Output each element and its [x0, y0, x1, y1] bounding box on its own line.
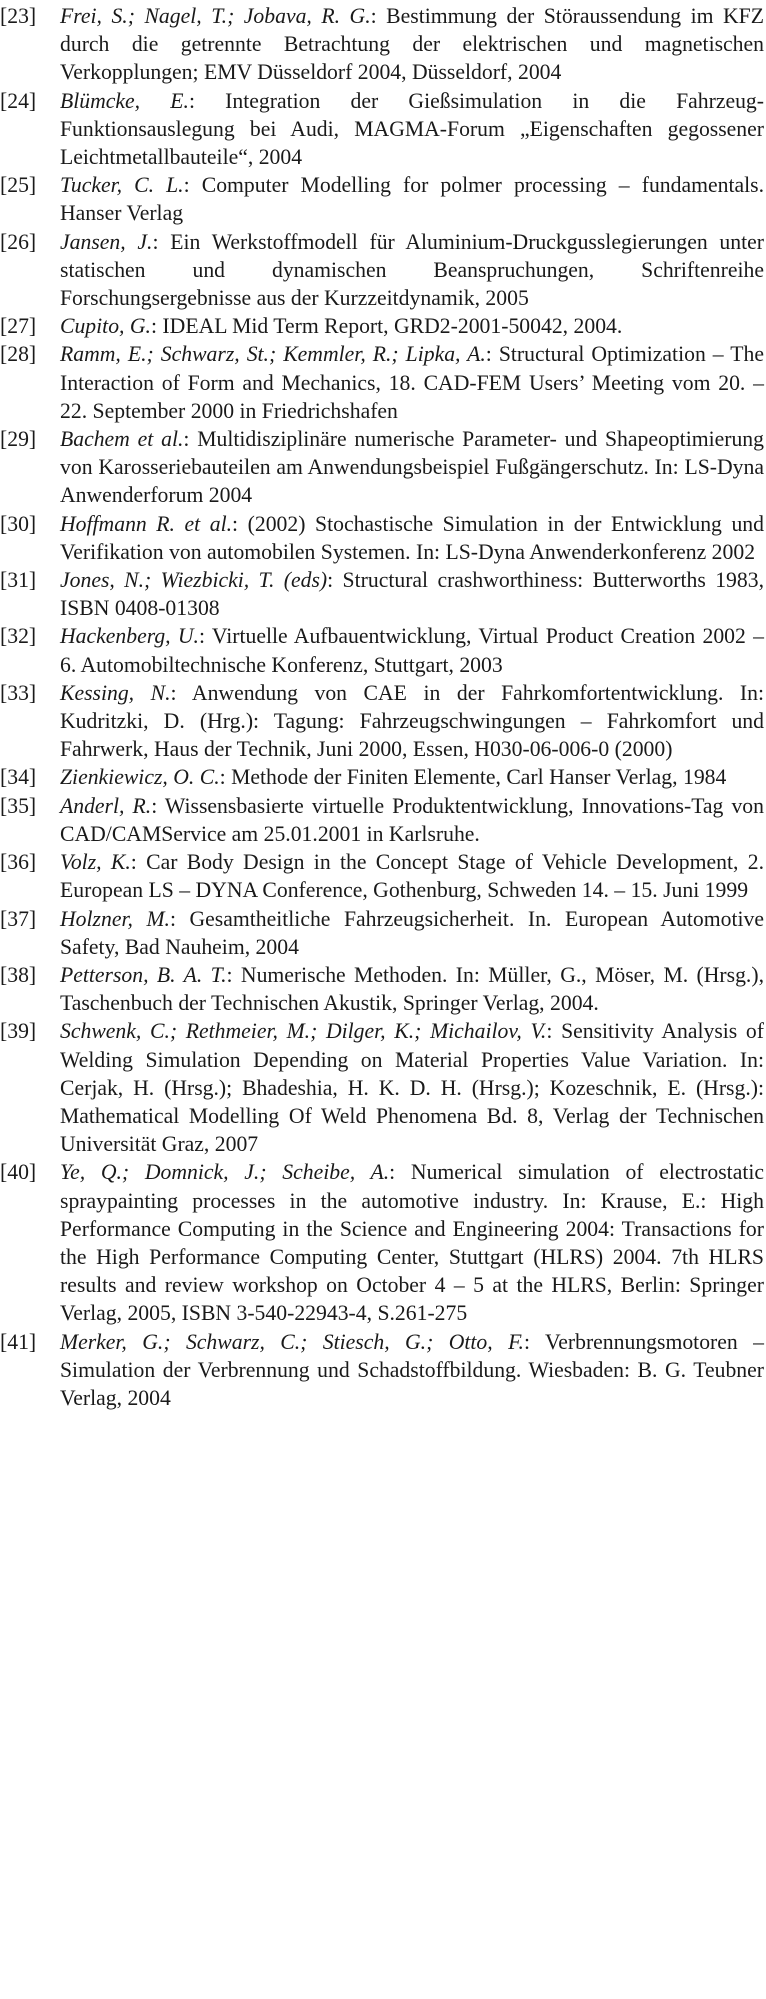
reference-number: [41] — [0, 1329, 37, 1354]
reference-number: [39] — [0, 1019, 37, 1044]
reference-item — [0, 848, 764, 904]
reference-authors: Blümcke, E. — [60, 88, 189, 113]
reference-number: [28] — [0, 342, 37, 367]
reference-item — [0, 792, 764, 848]
reference-number: [30] — [0, 511, 37, 536]
reference-authors: Zienkiewicz, O. C. — [60, 765, 220, 790]
reference-authors: Bachem et al. — [60, 427, 184, 452]
reference-item — [0, 566, 764, 622]
reference-number: [35] — [0, 793, 37, 818]
reference-text: : Computer Modelling for polmer processing – fundamentals. Hanser Verlag — [60, 173, 764, 226]
reference-item — [0, 679, 764, 764]
reference-item — [0, 961, 764, 1017]
reference-authors: Volz, K. — [60, 850, 131, 875]
reference-item — [0, 312, 764, 340]
reference-item — [0, 87, 764, 172]
reference-text: : Structural Optimization – The Interaction of Form and Mechanics, 18. CAD-FEM Users’ Meeting vom 20. – 22. September 2000 in Friedrichshafen — [60, 342, 764, 423]
reference-text: : Structural crashworthiness: Butterworths 1983, ISBN 0408-01308 — [60, 568, 764, 621]
reference-number: [31] — [0, 568, 37, 593]
reference-item — [0, 763, 764, 791]
reference-text: : Bestimmung der Störaussendung im KFZ durch die getrennte Betrachtung der elektrischen und magnetischen Verkopplungen; EMV Düsseldorf 2004, Düsseldorf, 2004 — [60, 4, 764, 85]
reference-number: [33] — [0, 680, 37, 705]
reference-authors: Schwenk, C.; Rethmeier, M.; Dilger, K.; Michailov, V. — [60, 1019, 547, 1044]
reference-text: : Integration der Gießsimulation in die Fahrzeug-Funktionsauslegung bei Audi, MAGMA-Forum „Eigenschaften gegossener Leichtmetallbauteile“, 2004 — [60, 88, 765, 170]
reference-number: [36] — [0, 850, 37, 875]
reference-authors: Jansen, J. — [60, 229, 153, 254]
reference-number: [37] — [0, 906, 37, 931]
reference-text: : IDEAL Mid Term Report, GRD2-2001-50042, 2004. — [150, 314, 623, 339]
reference-authors: Merker, G.; Schwarz, C.; Stiesch, G.; Otto, F. — [60, 1329, 524, 1354]
reference-number: [32] — [0, 624, 37, 649]
reference-authors: Cupito, G. — [60, 314, 151, 339]
reference-authors: Hackenberg, U. — [60, 624, 199, 649]
reference-authors: Frei, S.; Nagel, T.; Jobava, R. G. — [60, 4, 371, 28]
reference-item — [0, 1328, 764, 1413]
reference-number: [27] — [0, 314, 37, 339]
reference-list — [0, 2, 766, 1412]
reference-authors: Petterson, B. A. T. — [60, 962, 227, 987]
reference-authors: Ramm, E.; Schwarz, St.; Kemmler, R.; Lipka, A. — [60, 342, 486, 367]
reference-text: : Gesamtheitliche Fahrzeugsicherheit. In. European Automotive Safety, Bad Nauheim, 2004 — [60, 906, 765, 959]
reference-authors: Holzner, M. — [60, 906, 170, 931]
reference-item — [0, 510, 764, 566]
reference-item — [0, 340, 764, 425]
reference-item — [0, 1017, 764, 1158]
reference-item — [0, 905, 764, 961]
reference-text: : Ein Werkstoffmodell für Aluminium-Druckgusslegierungen unter statischen und dynamischen Beanspruchungen, Schriftenreihe Forschungsergebnisse aus der Kurzzeitdynamik, 2005 — [60, 229, 764, 311]
reference-authors: Ye, Q.; Domnick, J.; Scheibe, A. — [60, 1160, 390, 1185]
reference-item — [0, 622, 764, 678]
reference-number: [38] — [0, 962, 37, 987]
reference-text: : Anwendung von CAE in der Fahrkomfortentwicklung. In: Kudritzki, D. (Hrg.): Tagung: Fahrzeugschwingungen – Fahrkomfort und Fahrwerk, Haus der Technik, Juni 2000, Essen, H030-06-006-0 (2000) — [60, 680, 765, 762]
reference-number: [25] — [0, 173, 37, 198]
reference-text: : Sensitivity Analysis of Welding Simulation Depending on Material Properties Value Variation. In: Cerjak, H. (Hrsg.); Bhadeshia, H. K. D. H. (Hrsg.); Kozeschnik, E. (Hrsg.): Mathematical Modelling Of Weld Phenomena Bd. 8, Verlag der Technischen Universität Graz, 2007 — [60, 1019, 764, 1157]
reference-item — [0, 1158, 764, 1327]
reference-number: [24] — [0, 88, 37, 113]
reference-authors: Hoffmann R. et al. — [60, 511, 233, 536]
reference-text: : (2002) Stochastische Simulation in der Entwicklung und Verifikation von automobilen Systemen. In: LS-Dyna Anwenderkonferenz 2002 — [60, 511, 764, 564]
reference-text: : Virtuelle Aufbauentwicklung, Virtual Product Creation 2002 – 6. Automobiltechnische Konferenz, Stuttgart, 2003 — [60, 624, 764, 677]
reference-item — [0, 228, 764, 313]
reference-text: : Methode der Finiten Elemente, Carl Hanser Verlag, 1984 — [219, 765, 727, 790]
reference-number: [29] — [0, 427, 37, 452]
reference-authors: Jones, N.; Wiezbicki, T. (eds) — [60, 568, 328, 593]
reference-item — [0, 425, 764, 510]
reference-text: : Wissensbasierte virtuelle Produktentwicklung, Innovations-Tag von CAD/CAMService am 25.01.2001 in Karlsruhe. — [60, 793, 764, 846]
reference-authors: Tucker, C. L. — [60, 173, 184, 198]
reference-authors: Kessing, N. — [60, 680, 171, 705]
reference-authors: Anderl, R. — [60, 793, 152, 818]
reference-number: [26] — [0, 229, 37, 254]
reference-text: : Multidisziplinäre numerische Parameter- und Shapeoptimierung von Karosseriebauteilen am Anwendungsbeispiel Fußgängerschutz. In: LS-Dyna Anwenderforum 2004 — [60, 427, 764, 508]
reference-text: : Numerical simulation of electrostatic spraypainting processes in the automotive industry. In: Krause, E.: High Performance Computing in the Science and Engineering 2004: Transactions for the High Performance Computing Center, Stuttgart (HLRS) 2004. 7th HLRS results and review workshop on October 4 – 5 at the HLRS, Berlin: Springer Verlag, 2005, ISBN 3-540-22943-4, S.261-275 — [60, 1160, 764, 1326]
reference-item — [0, 2, 764, 87]
reference-number: [34] — [0, 765, 37, 790]
reference-text: : Numerische Methoden. In: Müller, G., Möser, M. (Hrsg.), Taschenbuch der Technischen Akustik, Springer Verlag, 2004. — [60, 962, 764, 1016]
reference-text: : Verbrennungsmotoren – Simulation der Verbrennung und Schadstoffbildung. Wiesbaden: B. G. Teubner Verlag, 2004 — [60, 1329, 764, 1410]
reference-number: [23] — [0, 4, 37, 28]
reference-text: : Car Body Design in the Concept Stage of Vehicle Development, 2. European LS – DYNA Conference, Gothenburg, Schweden 14. – 15. Juni 1999 — [60, 850, 764, 903]
reference-number: [40] — [0, 1160, 37, 1185]
reference-item — [0, 171, 764, 227]
